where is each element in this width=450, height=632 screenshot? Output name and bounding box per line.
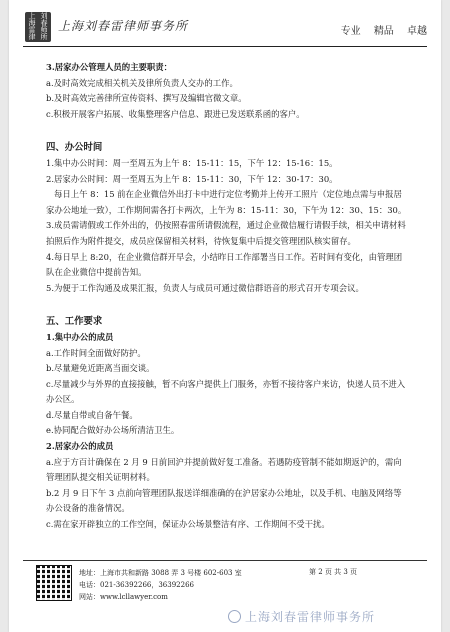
slogan-word: 精品 <box>373 26 394 37</box>
qr-code <box>37 566 71 600</box>
footer-phone: 电话：021-36392266，36392266 <box>79 581 194 589</box>
paragraph: c.积极开展客户拓展、收集整理客户信息、跟进已发送联系函的客户。 <box>46 108 305 119</box>
firm-name: 上海刘春雷律师事务所 <box>58 19 189 33</box>
paragraph: a.应于方百计确保在 2 月 9 日前回沪并提前做好复工准备。若遇防疫管制不能如期返沪的，需向管理团队提交相关证明材料。 <box>46 456 402 483</box>
paragraph: b.及时高效完善律所宣传资料、撰写及编辑官微文章。 <box>46 93 247 104</box>
document-page <box>9 0 441 632</box>
watermark: 上海刘春雷律师事务所 <box>228 608 375 625</box>
paragraph: a.工作时间全面做好防护。 <box>46 347 146 358</box>
footer-website[interactable]: 网站：www.lcllawyer.com <box>79 593 168 601</box>
paragraph: 1.集中办公时间：周一至周五为上午 8：15-11：15，下午 12：15-16：15。 <box>46 157 338 168</box>
footer-divider <box>23 560 427 561</box>
paragraph: c.尽量减少与外界的直接接触，暂不向客户提供上门服务，亦暂不接待客户来访，快递人员不进入办公区。 <box>46 378 406 405</box>
subsection-title: 1.集中办公的成员 <box>46 331 114 342</box>
footer-address: 地址：上海市共和新路 3088 弄 3 号楼 602-603 室 <box>79 569 242 577</box>
section-3-title: 3.居家办公管理人员的主要职责： <box>46 62 172 72</box>
document-body <box>46 60 408 533</box>
footer-contact <box>79 567 242 603</box>
paragraph: 2.居家办公时间：周一至周五为上午 8：15-11：30，下午 12：30-17：30。 <box>46 173 338 184</box>
paragraph: c.需在家开辟独立的工作空间，保证办公场景整洁有序、工作期间不受干扰。 <box>46 519 330 530</box>
header-divider <box>23 46 427 47</box>
wechat-icon <box>228 610 241 623</box>
paragraph: 3.成员需请假或工作外出的，仍按照春雷所请假流程，通过企业微信履行请假手续，相关申请材料拍照后作为附件提交，成员应保留相关材料，待恢复集中后提交管理团队核实留存。 <box>46 220 406 246</box>
firm-seal-logo: 上海 刘春 雷律 师所 <box>25 12 51 42</box>
slogan <box>331 22 427 37</box>
section-heading: 四、办公时间 <box>46 142 103 154</box>
paragraph: b.尽量避免近距离当面交谈。 <box>46 363 155 374</box>
paragraph: b.2 月 9 日下午 3 点前向管理团队报送详细准确的在沪居家办公地址，以及手机、电脑及网络等办公设备的准备情况。 <box>46 487 402 514</box>
paragraph: a.及时高效完成相关机关及律所负责人交办的工作。 <box>46 77 238 88</box>
paragraph: e.协同配合做好办公场所清洁卫生。 <box>46 425 180 436</box>
slogan-word: 卓越 <box>407 26 427 37</box>
paragraph: 4.每日早上 8:20，在企业微信群开早会，小结昨日工作部署当日工作。若时间有变化，由管理团队在企业微信中提前告知。 <box>46 251 403 278</box>
subsection-title: 2.居家办公的成员 <box>46 441 114 452</box>
paragraph: 每日上午 8：15 前在企业微信外出打卡中进行定位考勤并上传开工照片（定位地点需与申报居家办公地址一致），工作期间需各打卡两次，上午为 8：15-11：30，下午为 12：30、15：30。 <box>46 189 407 215</box>
page-number: 第 2 页 共 3 页 <box>309 568 358 576</box>
slogan-word: 专业 <box>340 26 361 37</box>
letterhead <box>9 0 441 56</box>
section-heading: 五、工作要求 <box>46 316 103 328</box>
paragraph: 5.为便于工作沟通及成果汇报，负责人与成员可通过微信群语音的形式召开专项会议。 <box>46 282 364 293</box>
paragraph: d.尽量自带或自备午餐。 <box>46 409 138 420</box>
